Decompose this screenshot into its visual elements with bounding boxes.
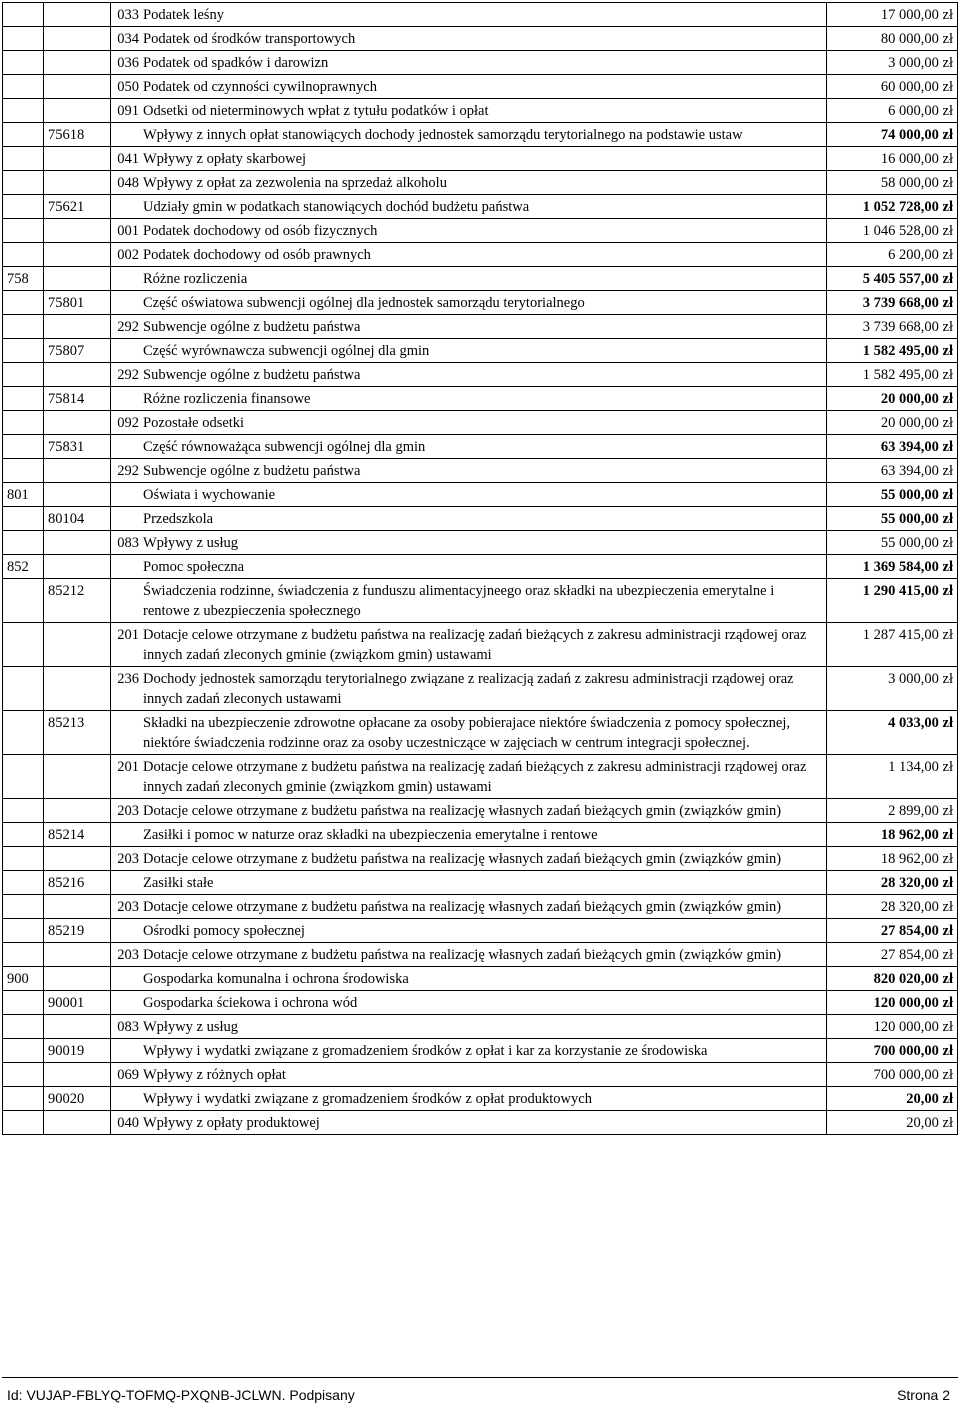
rozdzial-cell: 85213 <box>44 711 111 755</box>
paragraf-cell: 033 <box>111 3 142 27</box>
dzial-cell <box>3 579 44 623</box>
amount-cell: 5 405 557,00 zł <box>827 267 958 291</box>
dzial-cell <box>3 755 44 799</box>
table-row <box>3 339 958 363</box>
dzial-cell: 900 <box>3 967 44 991</box>
dzial-cell <box>3 3 44 27</box>
dzial-cell <box>3 507 44 531</box>
paragraf-cell: 203 <box>111 847 142 871</box>
document-id: Id: VUJAP-FBLYQ-TOFMQ-PXQNB-JCLWN. Podpisany <box>7 1387 355 1403</box>
paragraf-cell: 083 <box>111 531 142 555</box>
table-row <box>3 3 958 27</box>
dzial-cell <box>3 823 44 847</box>
paragraf-cell: 002 <box>111 243 142 267</box>
dzial-cell <box>3 219 44 243</box>
paragraf-cell: 292 <box>111 459 142 483</box>
amount-cell: 16 000,00 zł <box>827 147 958 171</box>
budget-table <box>2 2 958 1135</box>
table-row <box>3 411 958 435</box>
rozdzial-cell <box>44 363 111 387</box>
amount-cell: 74 000,00 zł <box>827 123 958 147</box>
description-cell: Ośrodki pomocy społecznej <box>141 919 827 943</box>
amount-cell: 63 394,00 zł <box>827 435 958 459</box>
description-cell: Gospodarka komunalna i ochrona środowiska <box>141 967 827 991</box>
rozdzial-cell <box>44 27 111 51</box>
paragraf-cell: 069 <box>111 1063 142 1087</box>
amount-cell: 28 320,00 zł <box>827 871 958 895</box>
description-cell: Udziały gmin w podatkach stanowiących dochód budżetu państwa <box>141 195 827 219</box>
paragraf-cell <box>111 123 142 147</box>
amount-cell: 18 962,00 zł <box>827 823 958 847</box>
dzial-cell <box>3 75 44 99</box>
rozdzial-cell <box>44 555 111 579</box>
paragraf-cell <box>111 435 142 459</box>
paragraf-cell <box>111 919 142 943</box>
dzial-cell <box>3 799 44 823</box>
page-number: Strona 2 <box>897 1387 950 1403</box>
dzial-cell <box>3 1039 44 1063</box>
amount-cell: 20 000,00 zł <box>827 411 958 435</box>
rozdzial-cell <box>44 171 111 195</box>
description-cell: Świadczenia rodzinne, świadczenia z funduszu alimentacyjneego oraz składki na ubezpieczenia emerytalne i rentowe z ubezpieczenia społecznego <box>141 579 827 623</box>
table-row <box>3 435 958 459</box>
table-row <box>3 1111 958 1135</box>
table-row <box>3 171 958 195</box>
table-row <box>3 459 958 483</box>
table-row <box>3 219 958 243</box>
table-row <box>3 99 958 123</box>
table-row <box>3 123 958 147</box>
description-cell: Oświata i wychowanie <box>141 483 827 507</box>
dzial-cell <box>3 991 44 1015</box>
rozdzial-cell <box>44 411 111 435</box>
amount-cell: 1 369 584,00 zł <box>827 555 958 579</box>
rozdzial-cell <box>44 483 111 507</box>
rozdzial-cell: 85214 <box>44 823 111 847</box>
table-row <box>3 1063 958 1087</box>
description-cell: Podatek dochodowy od osób prawnych <box>141 243 827 267</box>
table-row <box>3 195 958 219</box>
paragraf-cell <box>111 823 142 847</box>
description-cell: Przedszkola <box>141 507 827 531</box>
description-cell: Dochody jednostek samorządu terytorialnego związane z realizacją zadań z zakresu administracji rządowej oraz innych zadań zleconych ustawami <box>141 667 827 711</box>
amount-cell: 63 394,00 zł <box>827 459 958 483</box>
table-row <box>3 1015 958 1039</box>
description-cell: Pomoc społeczna <box>141 555 827 579</box>
table-row <box>3 27 958 51</box>
table-row <box>3 243 958 267</box>
rozdzial-cell <box>44 667 111 711</box>
description-cell: Podatek od środków transportowych <box>141 27 827 51</box>
table-row <box>3 623 958 667</box>
paragraf-cell: 040 <box>111 1111 142 1135</box>
dzial-cell <box>3 315 44 339</box>
amount-cell: 700 000,00 zł <box>827 1039 958 1063</box>
description-cell: Wpływy z różnych opłat <box>141 1063 827 1087</box>
amount-cell: 18 962,00 zł <box>827 847 958 871</box>
dzial-cell <box>3 291 44 315</box>
description-cell: Wpływy z opłat za zezwolenia na sprzedaż alkoholu <box>141 171 827 195</box>
table-row <box>3 871 958 895</box>
amount-cell: 120 000,00 zł <box>827 991 958 1015</box>
paragraf-cell: 236 <box>111 667 142 711</box>
description-cell: Pozostałe odsetki <box>141 411 827 435</box>
rozdzial-cell <box>44 1111 111 1135</box>
paragraf-cell <box>111 967 142 991</box>
rozdzial-cell: 90019 <box>44 1039 111 1063</box>
table-row <box>3 387 958 411</box>
dzial-cell <box>3 195 44 219</box>
budget-table-body <box>3 3 958 1135</box>
amount-cell: 700 000,00 zł <box>827 1063 958 1087</box>
description-cell: Subwencje ogólne z budżetu państwa <box>141 363 827 387</box>
amount-cell: 4 033,00 zł <box>827 711 958 755</box>
paragraf-cell <box>111 291 142 315</box>
dzial-cell <box>3 339 44 363</box>
rozdzial-cell: 80104 <box>44 507 111 531</box>
rozdzial-cell <box>44 99 111 123</box>
table-row <box>3 711 958 755</box>
table-row <box>3 991 958 1015</box>
amount-cell: 3 000,00 zł <box>827 667 958 711</box>
description-cell: Część równoważąca subwencji ogólnej dla gmin <box>141 435 827 459</box>
description-cell: Dotacje celowe otrzymane z budżetu państwa na realizację własnych zadań bieżących gmin (związków gmin) <box>141 895 827 919</box>
table-row <box>3 483 958 507</box>
rozdzial-cell: 90001 <box>44 991 111 1015</box>
rozdzial-cell <box>44 895 111 919</box>
table-row <box>3 919 958 943</box>
rozdzial-cell <box>44 847 111 871</box>
description-cell: Składki na ubezpieczenie zdrowotne opłacane za osoby pobierajace niektóre świadczenia z pomocy społecznej, niektóre świadczenia rodzinne oraz za osoby uczestniczące w zajęciach w centrum integracji społecznej. <box>141 711 827 755</box>
paragraf-cell: 048 <box>111 171 142 195</box>
rozdzial-cell <box>44 623 111 667</box>
rozdzial-cell <box>44 3 111 27</box>
paragraf-cell <box>111 579 142 623</box>
dzial-cell <box>3 171 44 195</box>
dzial-cell <box>3 363 44 387</box>
rozdzial-cell <box>44 1015 111 1039</box>
dzial-cell: 852 <box>3 555 44 579</box>
dzial-cell <box>3 943 44 967</box>
amount-cell: 80 000,00 zł <box>827 27 958 51</box>
amount-cell: 58 000,00 zł <box>827 171 958 195</box>
rozdzial-cell: 90020 <box>44 1087 111 1111</box>
paragraf-cell <box>111 711 142 755</box>
description-cell: Dotacje celowe otrzymane z budżetu państwa na realizację zadań bieżących z zakresu administracji rządowej oraz innych zadań zleconych gminie (związkom gmin) ustawami <box>141 755 827 799</box>
rozdzial-cell <box>44 459 111 483</box>
paragraf-cell: 292 <box>111 315 142 339</box>
amount-cell: 820 020,00 zł <box>827 967 958 991</box>
description-cell: Subwencje ogólne z budżetu państwa <box>141 315 827 339</box>
paragraf-cell <box>111 555 142 579</box>
rozdzial-cell: 85212 <box>44 579 111 623</box>
description-cell: Dotacje celowe otrzymane z budżetu państwa na realizację zadań bieżących z zakresu administracji rządowej oraz innych zadań zleconych gminie (związkom gmin) ustawami <box>141 623 827 667</box>
dzial-cell <box>3 27 44 51</box>
dzial-cell <box>3 123 44 147</box>
rozdzial-cell <box>44 943 111 967</box>
description-cell: Podatek od spadków i darowizn <box>141 51 827 75</box>
amount-cell: 55 000,00 zł <box>827 531 958 555</box>
rozdzial-cell <box>44 531 111 555</box>
paragraf-cell: 083 <box>111 1015 142 1039</box>
amount-cell: 1 134,00 zł <box>827 755 958 799</box>
table-row <box>3 363 958 387</box>
rozdzial-cell <box>44 243 111 267</box>
table-row <box>3 967 958 991</box>
amount-cell: 20,00 zł <box>827 1111 958 1135</box>
description-cell: Dotacje celowe otrzymane z budżetu państwa na realizację własnych zadań bieżących gmin (związków gmin) <box>141 799 827 823</box>
paragraf-cell <box>111 339 142 363</box>
paragraf-cell <box>111 483 142 507</box>
paragraf-cell <box>111 1039 142 1063</box>
paragraf-cell: 091 <box>111 99 142 123</box>
paragraf-cell: 001 <box>111 219 142 243</box>
description-cell: Podatek leśny <box>141 3 827 27</box>
paragraf-cell: 050 <box>111 75 142 99</box>
paragraf-cell: 203 <box>111 895 142 919</box>
amount-cell: 3 000,00 zł <box>827 51 958 75</box>
amount-cell: 20 000,00 zł <box>827 387 958 411</box>
dzial-cell <box>3 435 44 459</box>
paragraf-cell <box>111 871 142 895</box>
table-row <box>3 147 958 171</box>
amount-cell: 55 000,00 zł <box>827 507 958 531</box>
paragraf-cell: 201 <box>111 755 142 799</box>
dzial-cell <box>3 147 44 171</box>
dzial-cell <box>3 99 44 123</box>
rozdzial-cell: 85219 <box>44 919 111 943</box>
description-cell: Wpływy i wydatki związane z gromadzeniem środków z opłat produktowych <box>141 1087 827 1111</box>
amount-cell: 6 000,00 zł <box>827 99 958 123</box>
amount-cell: 20,00 zł <box>827 1087 958 1111</box>
dzial-cell <box>3 895 44 919</box>
description-cell: Zasiłki i pomoc w naturze oraz składki na ubezpieczenia emerytalne i rentowe <box>141 823 827 847</box>
paragraf-cell: 292 <box>111 363 142 387</box>
amount-cell: 1 052 728,00 zł <box>827 195 958 219</box>
table-row <box>3 823 958 847</box>
amount-cell: 6 200,00 zł <box>827 243 958 267</box>
dzial-cell <box>3 919 44 943</box>
description-cell: Gospodarka ściekowa i ochrona wód <box>141 991 827 1015</box>
paragraf-cell: 203 <box>111 799 142 823</box>
amount-cell: 27 854,00 zł <box>827 919 958 943</box>
rozdzial-cell <box>44 75 111 99</box>
dzial-cell <box>3 1063 44 1087</box>
paragraf-cell: 034 <box>111 27 142 51</box>
dzial-cell: 801 <box>3 483 44 507</box>
dzial-cell <box>3 711 44 755</box>
description-cell: Dotacje celowe otrzymane z budżetu państwa na realizację własnych zadań bieżących gmin (związków gmin) <box>141 847 827 871</box>
dzial-cell <box>3 871 44 895</box>
dzial-cell <box>3 847 44 871</box>
rozdzial-cell <box>44 1063 111 1087</box>
description-cell: Subwencje ogólne z budżetu państwa <box>141 459 827 483</box>
paragraf-cell: 201 <box>111 623 142 667</box>
rozdzial-cell <box>44 755 111 799</box>
table-row <box>3 315 958 339</box>
dzial-cell <box>3 531 44 555</box>
rozdzial-cell: 75831 <box>44 435 111 459</box>
table-row <box>3 531 958 555</box>
description-cell: Wpływy z opłaty produktowej <box>141 1111 827 1135</box>
dzial-cell <box>3 667 44 711</box>
rozdzial-cell <box>44 967 111 991</box>
dzial-cell: 758 <box>3 267 44 291</box>
amount-cell: 60 000,00 zł <box>827 75 958 99</box>
amount-cell: 28 320,00 zł <box>827 895 958 919</box>
table-row <box>3 847 958 871</box>
amount-cell: 3 739 668,00 zł <box>827 315 958 339</box>
table-row <box>3 895 958 919</box>
page-footer <box>2 1377 958 1403</box>
description-cell: Wpływy z innych opłat stanowiących dochody jednostek samorządu terytorialnego na podstawie ustaw <box>141 123 827 147</box>
table-row <box>3 755 958 799</box>
rozdzial-cell: 75618 <box>44 123 111 147</box>
dzial-cell <box>3 1111 44 1135</box>
rozdzial-cell: 75621 <box>44 195 111 219</box>
amount-cell: 1 046 528,00 zł <box>827 219 958 243</box>
description-cell: Podatek od czynności cywilnoprawnych <box>141 75 827 99</box>
table-row <box>3 1087 958 1111</box>
paragraf-cell: 041 <box>111 147 142 171</box>
paragraf-cell <box>111 195 142 219</box>
amount-cell: 55 000,00 zł <box>827 483 958 507</box>
description-cell: Odsetki od nieterminowych wpłat z tytułu podatków i opłat <box>141 99 827 123</box>
description-cell: Część wyrównawcza subwencji ogólnej dla gmin <box>141 339 827 363</box>
table-row <box>3 667 958 711</box>
description-cell: Wpływy i wydatki związane z gromadzeniem środków z opłat i kar za korzystanie ze środowiska <box>141 1039 827 1063</box>
table-row <box>3 75 958 99</box>
description-cell: Różne rozliczenia <box>141 267 827 291</box>
paragraf-cell: 036 <box>111 51 142 75</box>
dzial-cell <box>3 459 44 483</box>
amount-cell: 1 582 495,00 zł <box>827 339 958 363</box>
paragraf-cell <box>111 387 142 411</box>
dzial-cell <box>3 411 44 435</box>
table-row <box>3 1039 958 1063</box>
rozdzial-cell <box>44 315 111 339</box>
table-row <box>3 579 958 623</box>
description-cell: Zasiłki stałe <box>141 871 827 895</box>
rozdzial-cell: 85216 <box>44 871 111 895</box>
paragraf-cell: 203 <box>111 943 142 967</box>
description-cell: Różne rozliczenia finansowe <box>141 387 827 411</box>
amount-cell: 1 582 495,00 zł <box>827 363 958 387</box>
dzial-cell <box>3 1015 44 1039</box>
dzial-cell <box>3 1087 44 1111</box>
rozdzial-cell <box>44 51 111 75</box>
dzial-cell <box>3 623 44 667</box>
description-cell: Wpływy z usług <box>141 531 827 555</box>
table-row <box>3 555 958 579</box>
rozdzial-cell: 75807 <box>44 339 111 363</box>
paragraf-cell <box>111 1087 142 1111</box>
table-row <box>3 267 958 291</box>
description-cell: Dotacje celowe otrzymane z budżetu państwa na realizację własnych zadań bieżących gmin (związków gmin) <box>141 943 827 967</box>
rozdzial-cell <box>44 799 111 823</box>
rozdzial-cell <box>44 267 111 291</box>
paragraf-cell <box>111 267 142 291</box>
amount-cell: 17 000,00 zł <box>827 3 958 27</box>
dzial-cell <box>3 51 44 75</box>
table-row <box>3 943 958 967</box>
rozdzial-cell: 75801 <box>44 291 111 315</box>
description-cell: Wpływy z opłaty skarbowej <box>141 147 827 171</box>
paragraf-cell <box>111 991 142 1015</box>
paragraf-cell <box>111 507 142 531</box>
rozdzial-cell: 75814 <box>44 387 111 411</box>
rozdzial-cell <box>44 147 111 171</box>
amount-cell: 27 854,00 zł <box>827 943 958 967</box>
paragraf-cell: 092 <box>111 411 142 435</box>
description-cell: Podatek dochodowy od osób fizycznych <box>141 219 827 243</box>
table-row <box>3 799 958 823</box>
table-row <box>3 51 958 75</box>
table-row <box>3 291 958 315</box>
rozdzial-cell <box>44 219 111 243</box>
description-cell: Część oświatowa subwencji ogólnej dla jednostek samorządu terytorialnego <box>141 291 827 315</box>
dzial-cell <box>3 243 44 267</box>
amount-cell: 120 000,00 zł <box>827 1015 958 1039</box>
amount-cell: 3 739 668,00 zł <box>827 291 958 315</box>
table-row <box>3 507 958 531</box>
amount-cell: 2 899,00 zł <box>827 799 958 823</box>
description-cell: Wpływy z usług <box>141 1015 827 1039</box>
amount-cell: 1 287 415,00 zł <box>827 623 958 667</box>
amount-cell: 1 290 415,00 zł <box>827 579 958 623</box>
dzial-cell <box>3 387 44 411</box>
